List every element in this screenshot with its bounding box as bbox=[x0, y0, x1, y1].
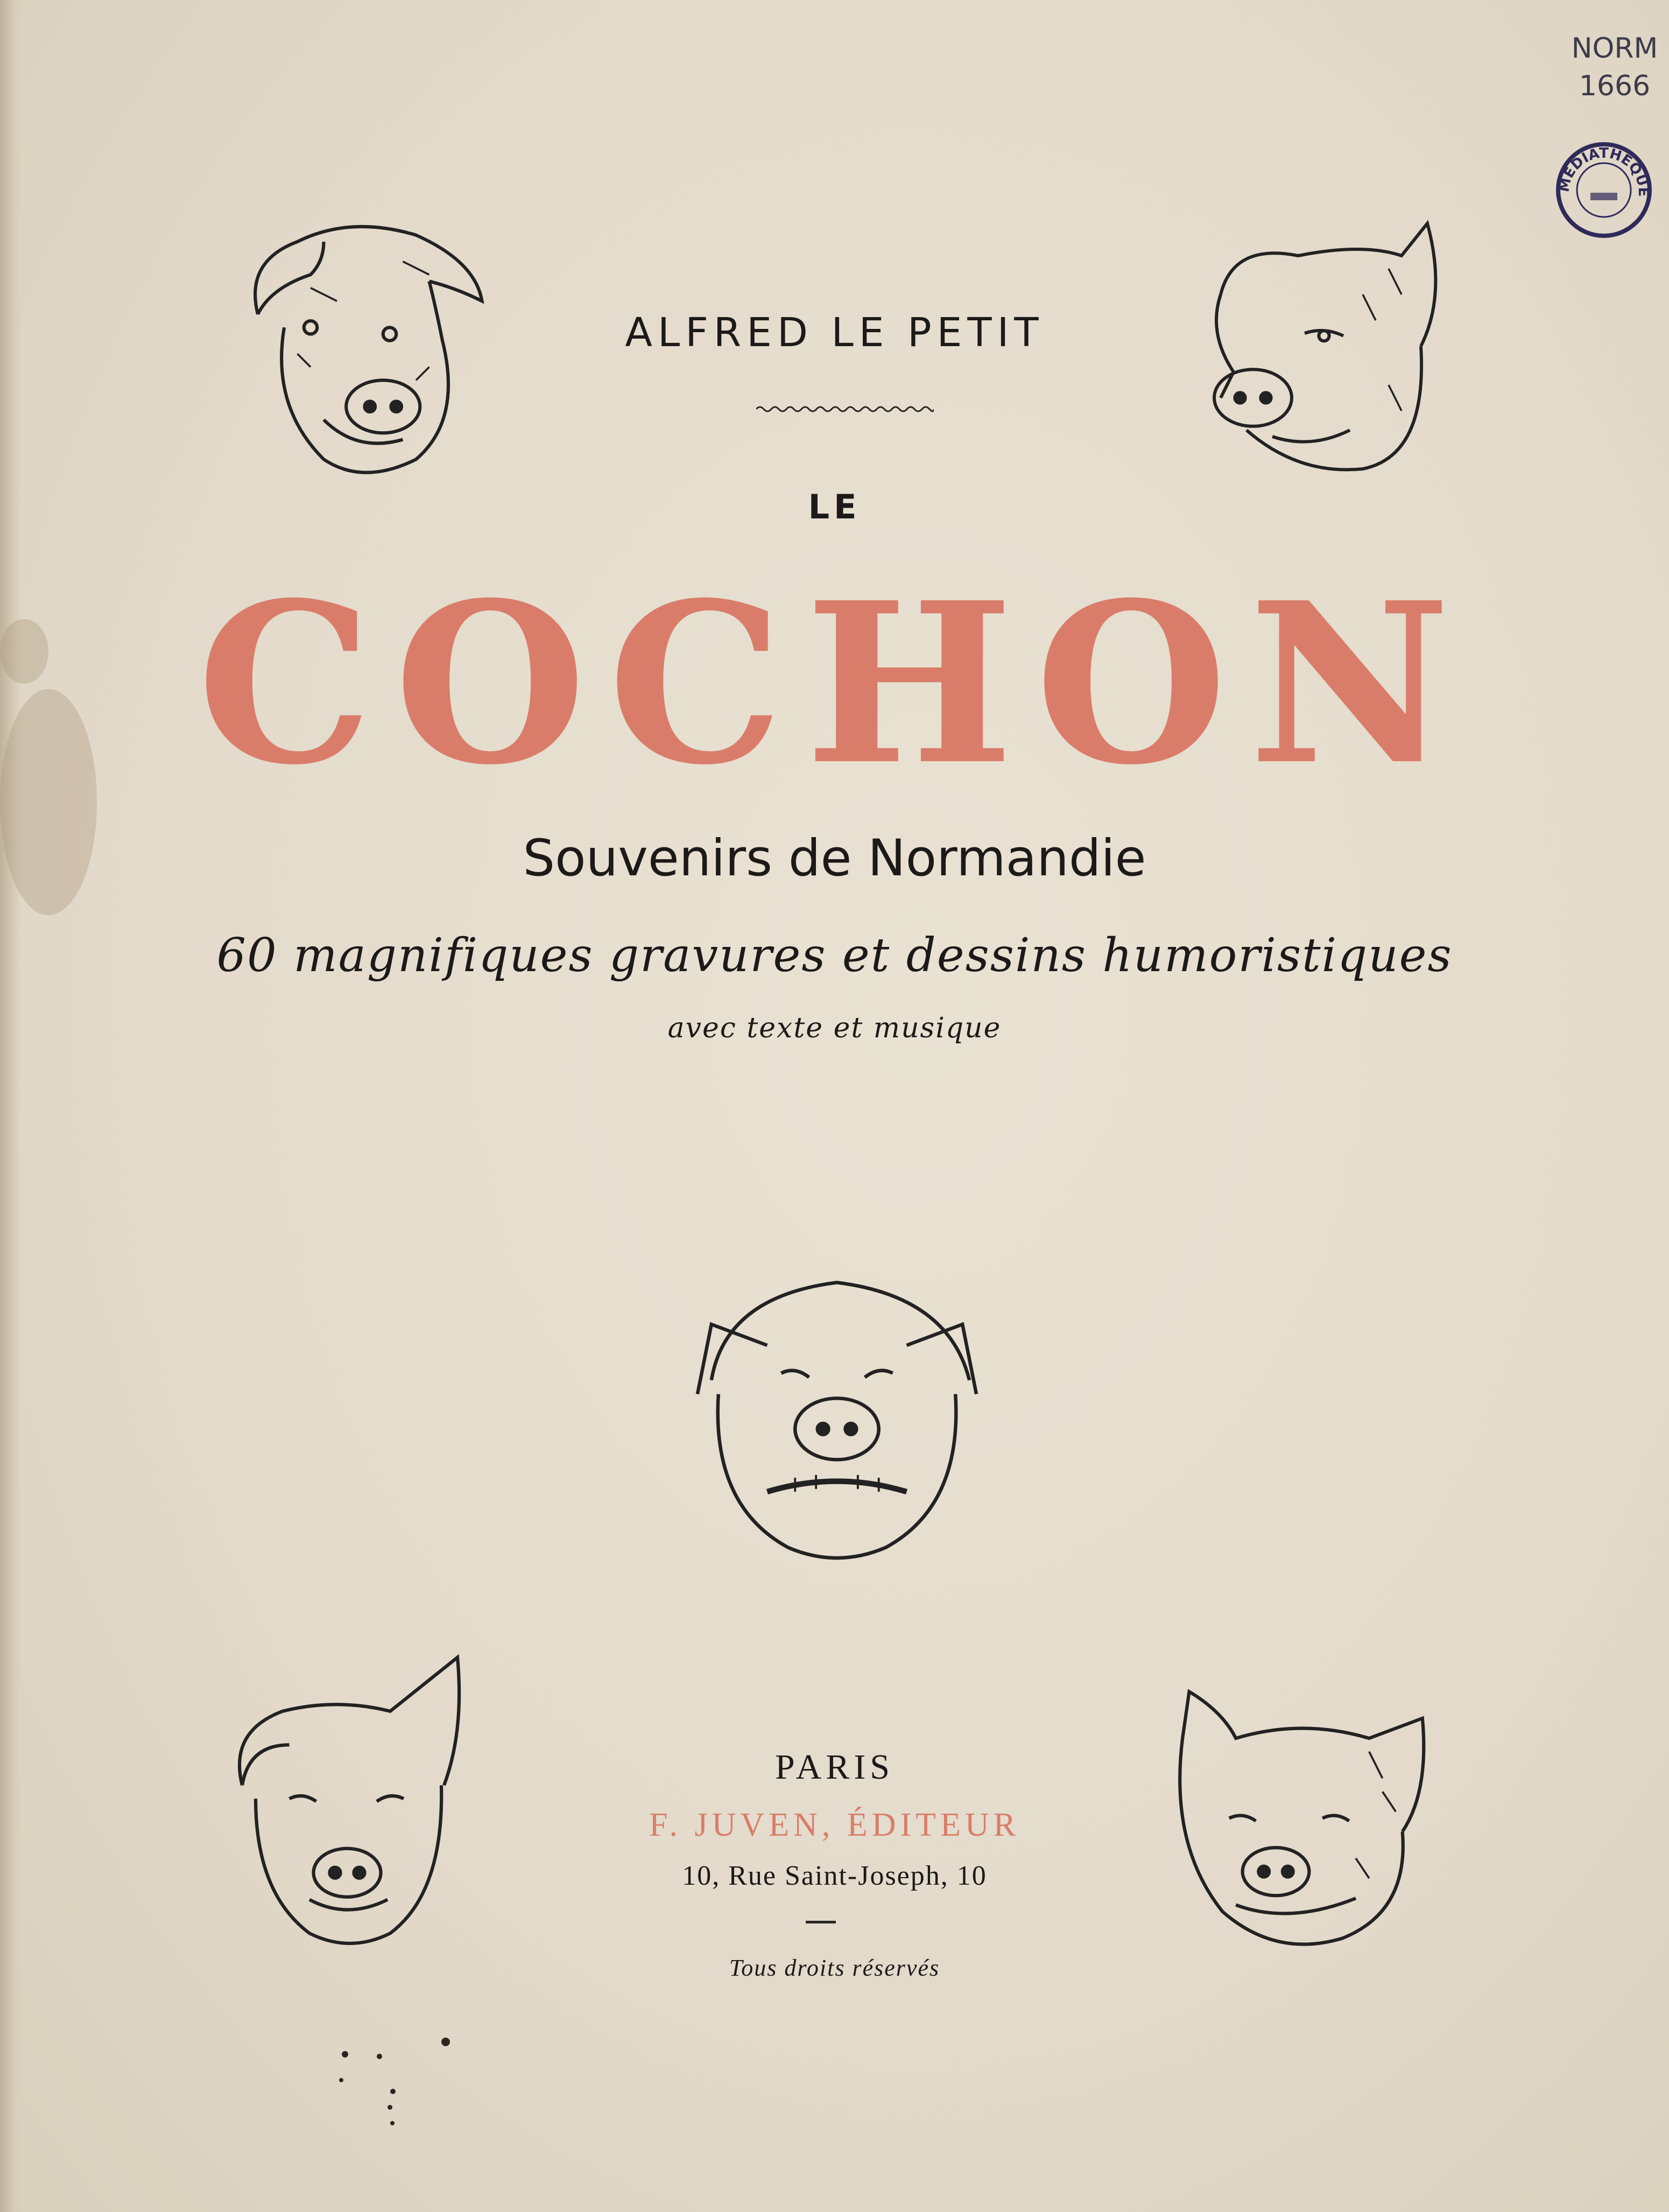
svg-text:MÉDIATHÈQUE: MÉDIATHÈQUE bbox=[1556, 145, 1652, 197]
tagline: 60 magnifiques gravures et dessins humoristiques bbox=[216, 929, 1453, 982]
ink-speck bbox=[441, 2038, 450, 2046]
main-title: COCHON bbox=[196, 554, 1473, 813]
publisher-address: 10, Rue Saint-Joseph, 10 bbox=[682, 1860, 987, 1891]
title-article: LE bbox=[808, 487, 861, 526]
shelf-mark bbox=[1561, 30, 1668, 105]
ink-speck bbox=[342, 2051, 348, 2057]
shelf-number: 1666 bbox=[1579, 70, 1651, 102]
secondary-line: avec texte et musique bbox=[667, 1012, 1002, 1044]
shelf-code: NORM bbox=[1571, 32, 1658, 65]
ink-speck bbox=[390, 2121, 395, 2125]
ink-speck bbox=[377, 2054, 382, 2059]
subtitle: Souvenirs de Normandie bbox=[523, 829, 1146, 888]
publisher-name: F. JUVEN, ÉDITEUR bbox=[649, 1807, 1020, 1843]
wavy-rule bbox=[756, 404, 934, 415]
ink-speck bbox=[390, 2089, 396, 2094]
short-rule bbox=[806, 1921, 836, 1923]
library-stamp bbox=[1553, 139, 1655, 241]
author-name: ALFRED LE PETIT bbox=[625, 310, 1044, 356]
pig-head-icon bbox=[684, 1268, 990, 1569]
ink-speck bbox=[388, 2105, 392, 2110]
pig-head-icon bbox=[215, 1650, 484, 1954]
rights-notice: Tous droits réservés bbox=[729, 1955, 940, 1981]
publisher-city: PARIS bbox=[774, 1747, 895, 1787]
ink-speck bbox=[339, 2078, 343, 2082]
